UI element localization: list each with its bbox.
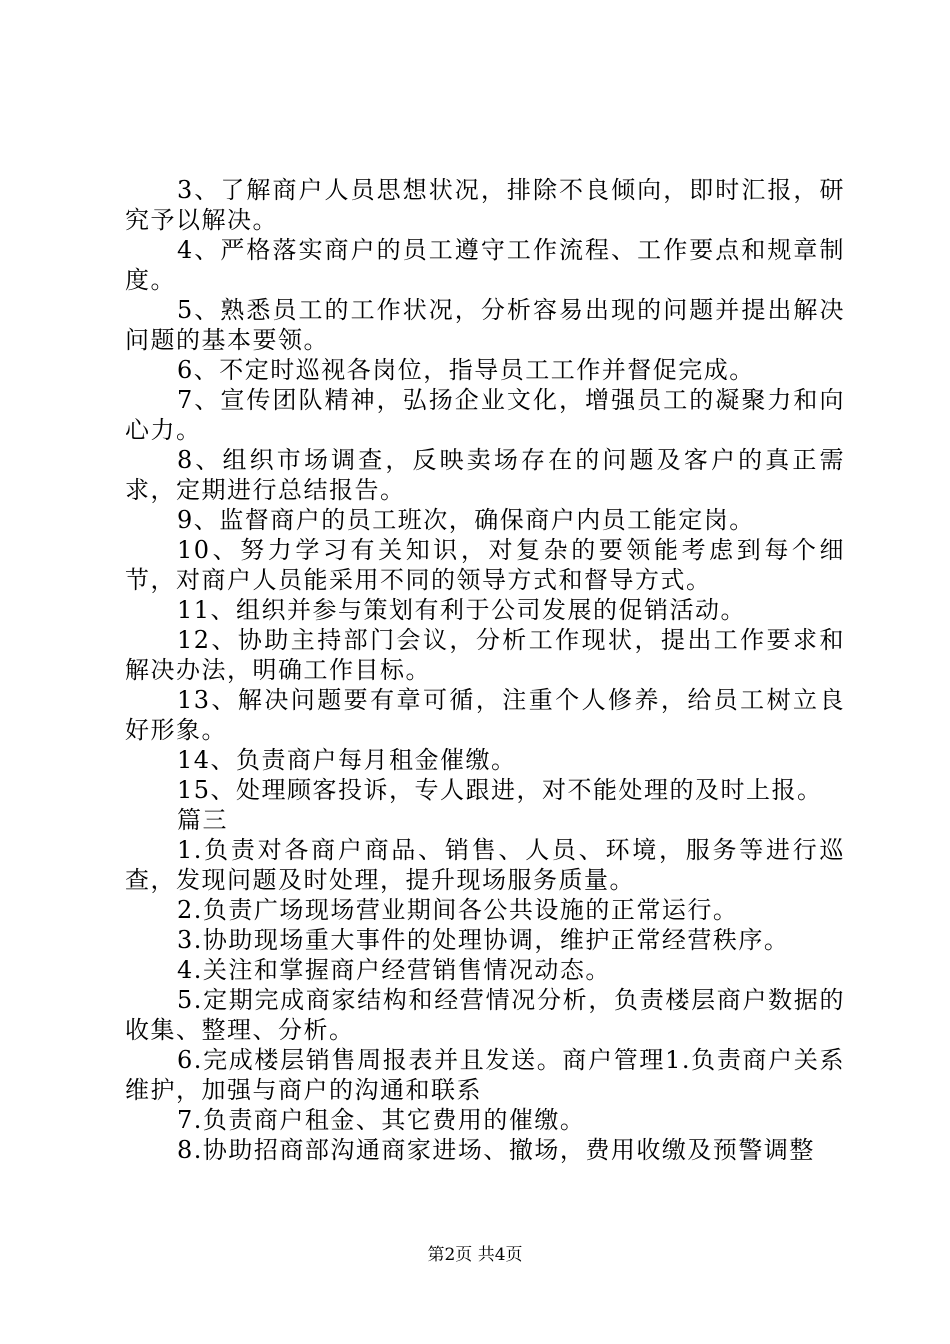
- paragraph-8: 10、努力学习有关知识，对复杂的要领能考虑到每个细节，对商户人员能采用不同的领导方式和督导方式。: [125, 536, 845, 594]
- paragraph-17: 4.关注和掌握商户经营销售情况动态。: [177, 956, 611, 984]
- section-heading: 篇三: [177, 806, 228, 834]
- paragraph-11: 13、解决问题要有章可循，注重个人修养，给员工树立良好形象。: [125, 686, 845, 744]
- paragraph-6: 8、组织市场调查，反映卖场存在的问题及客户的真正需求，定期进行总结报告。: [125, 446, 845, 504]
- paragraph-3: 5、熟悉员工的工作状况，分析容易出现的问题并提出解决问题的基本要领。: [125, 296, 845, 354]
- paragraph-20: 7.负责商户租金、其它费用的催缴。: [177, 1106, 586, 1134]
- document-body: [125, 175, 845, 1165]
- paragraph-13: 15、处理顾客投诉，专人跟进，对不能处理的及时上报。: [177, 776, 823, 804]
- paragraph-21: 8.协助招商部沟通商家进场、撤场，费用收缴及预警调整: [177, 1136, 815, 1164]
- paragraph-16: 3.协助现场重大事件的处理协调，维护正常经营秩序。: [177, 926, 790, 954]
- paragraph-12: 14、负责商户每月租金催缴。: [177, 746, 517, 774]
- paragraph-19: 6.完成楼层销售周报表并且发送。商户管理1.负责商户关系维护，加强与商户的沟通和联系: [125, 1046, 845, 1104]
- paragraph-5: 7、宣传团队精神，弘扬企业文化，增强员工的凝聚力和向心力。: [125, 386, 845, 444]
- page-number-footer: 第2页 共4页: [427, 1245, 523, 1265]
- paragraph-10: 12、协助主持部门会议，分析工作现状，提出工作要求和解决办法，明确工作目标。: [125, 626, 845, 684]
- paragraph-4: 6、不定时巡视各岗位，指导员工工作并督促完成。: [177, 356, 755, 384]
- paragraph-9: 11、组织并参与策划有利于公司发展的促销活动。: [177, 596, 747, 624]
- paragraph-1: 3、了解商户人员思想状况，排除不良倾向，即时汇报，研究予以解决。: [125, 176, 845, 234]
- paragraph-2: 4、严格落实商户的员工遵守工作流程、工作要点和规章制度。: [125, 236, 845, 294]
- paragraph-7: 9、监督商户的员工班次，确保商户内员工能定岗。: [177, 506, 755, 534]
- paragraph-15: 2.负责广场现场营业期间各公共设施的正常运行。: [177, 896, 739, 924]
- paragraph-18: 5.定期完成商家结构和经营情况分析，负责楼层商户数据的收集、整理、分析。: [125, 986, 845, 1044]
- paragraph-14: 1.负责对各商户商品、销售、人员、环境，服务等进行巡查，发现问题及时处理，提升现场服务质量。: [125, 836, 845, 894]
